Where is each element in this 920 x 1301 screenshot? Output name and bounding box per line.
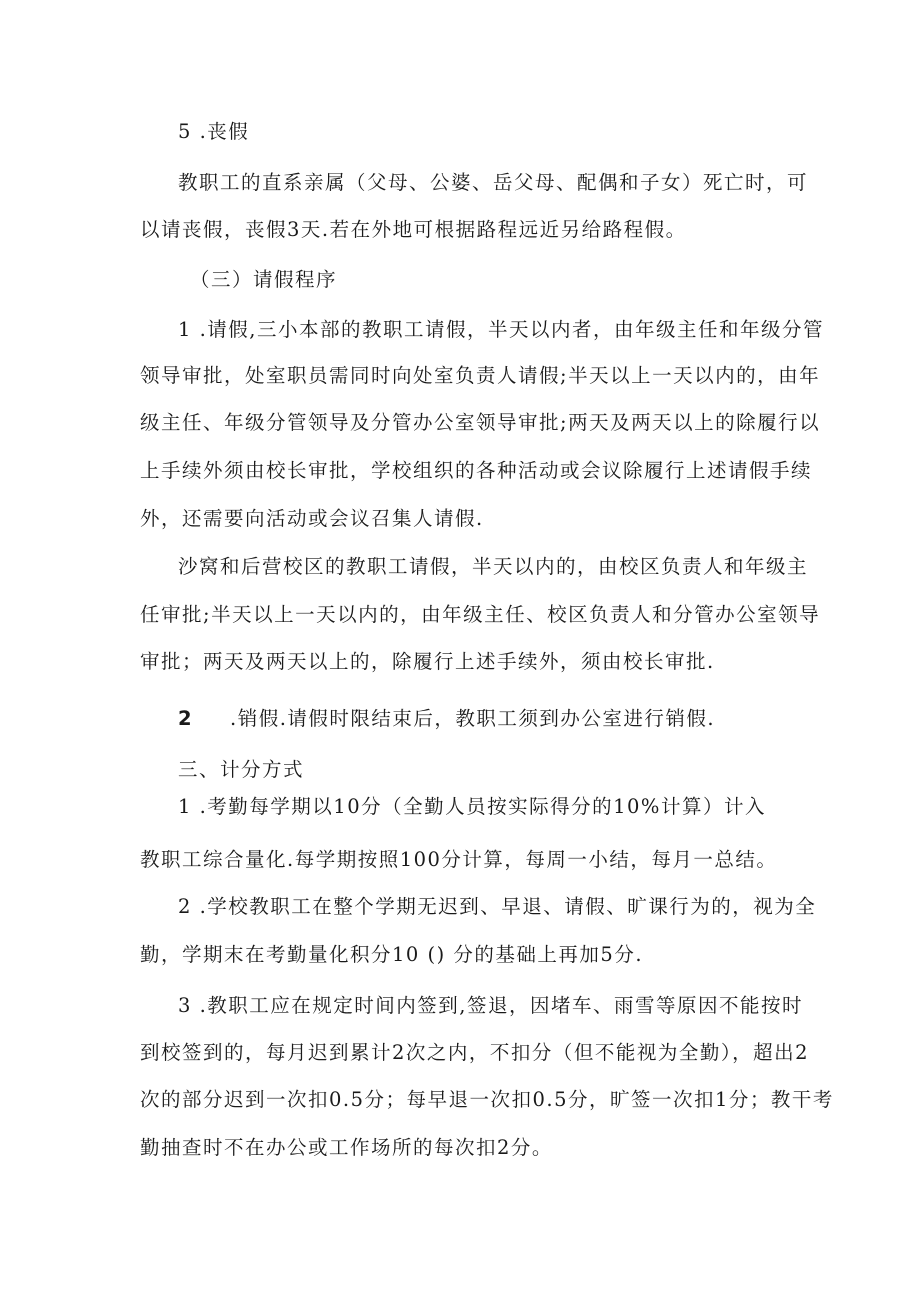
scoring-item-3-line-3: 次的部分迟到一次扣0.5分；每早退一次扣0.5分，旷签一次扣1分；教干考 xyxy=(140,1088,834,1111)
section-5-heading: 5 .丧假 xyxy=(178,120,250,143)
procedure-item-1-line-2: 领导审批，处室职员需同时向处室负责人请假;半天以上一天以内的，由年 xyxy=(140,364,821,387)
section-5-line-2: 以请丧假，丧假3天.若在外地可根据路程远近另给路程假。 xyxy=(140,218,687,241)
procedure-item-1-line-3: 级主任、年级分管领导及分管办公室领导审批;两天及两天以上的除履行以 xyxy=(140,411,821,434)
procedure-item-2-number: 2 xyxy=(178,707,194,730)
section-5-line-1: 教职工的直系亲属（父母、公婆、岳父母、配偶和子女）死亡时，可 xyxy=(178,171,809,194)
scoring-item-3-line-4: 勤抽查时不在办公或工作场所的每次扣2分。 xyxy=(140,1136,553,1159)
procedure-item-1-line-5: 外，还需要向活动或会议召集人请假. xyxy=(140,507,484,530)
procedure-item-1-line-4: 上手续外须由校长审批，学校组织的各种活动或会议除履行上述请假手续 xyxy=(140,459,813,482)
scoring-item-2-line-2: 勤，学期末在考勤量化积分10 () 分的基础上再加5分. xyxy=(140,943,644,966)
campus-leave-line-1: 沙窝和后营校区的教职工请假，半天以内的，由校区负责人和年级主 xyxy=(178,555,809,578)
campus-leave-line-3: 审批；两天及两天以上的，除履行上述手续外，须由校长审批. xyxy=(140,650,715,673)
leave-procedure-heading: （三）请假程序 xyxy=(190,268,338,291)
scoring-item-2-line-1: 2 .学校教职工在整个学期无迟到、早退、请假、旷课行为的，视为全 xyxy=(178,895,817,918)
scoring-item-3-line-2: 到校签到的，每月迟到累计2次之内，不扣分（但不能视为全勤），超出2 xyxy=(140,1041,810,1064)
scoring-heading: 三、计分方式 xyxy=(178,758,305,781)
scoring-item-3-line-1: 3 .教职工应在规定时间内签到,签退，因堵车、雨雪等原因不能按时 xyxy=(178,994,804,1017)
scoring-item-1-line-1: 1 .考勤每学期以10分（全勤人员按实际得分的10%计算）计入 xyxy=(178,795,766,818)
procedure-item-1-line-1: 1 .请假,三小本部的教职工请假，半天以内者，由年级主任和年级分管 xyxy=(178,318,825,341)
procedure-item-2-text: .销假.请假时限结束后，教职工须到办公室进行销假. xyxy=(230,707,716,730)
campus-leave-line-2: 任审批;半天以上一天以内的，由年级主任、校区负责人和分管办公室领导 xyxy=(140,603,821,626)
scoring-item-1-line-2: 教职工综合量化.每学期按照100分计算，每周一小结，每月一总结。 xyxy=(140,848,778,871)
